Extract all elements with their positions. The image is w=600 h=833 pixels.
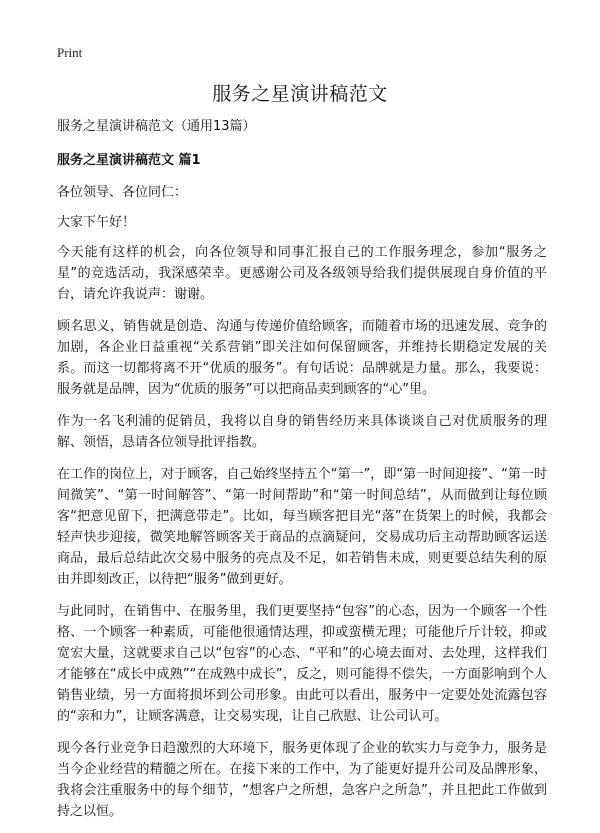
print-link[interactable]: Print: [57, 45, 83, 60]
body-paragraph: 顾名思义，销售就是创造、沟通与传递价值给顾客，而随着市场的迅速发展、竞争的加剧，各企业日益重视“关系营销”即关注如何保留顾客，并维持长期稳定发展的关系。而这一切都将离不开“优质的服务”。有句话说：品牌就是力量。那么，我要说：服务就是品牌，因为“优质的服务”可以把商品卖到顾客的“心”里。: [57, 319, 547, 397]
section-heading: 服务之星演讲稿范文 篇1: [57, 153, 201, 168]
body-paragraph: 与此同时，在销售中、在服务里，我们更要坚持“包容”的心态，因为一个顾客一个性格、一个顾客一种素质，可能他很通情达理，抑或蛮横无理；可能他斤斤计较，抑或宽宏大量，这就要求自己以“包容”的心态、“平和”的心境去面对、去处理，这样我们才能够在“成长中成熟”“在成熟中成长”，反之，则可能得不偿失，一方面影响到个人销售业绩，另一方面将损坏到公司形象。由此可以看出，服务中一定要处处流露包容的“亲和力”，让顾客满意，让交易实现，让自己欣慰、让公司认可。: [57, 604, 547, 724]
document-title: 服务之星演讲稿范文: [212, 83, 388, 105]
body-paragraph: 在工作的岗位上，对于顾客，自己始终坚持五个“第一”，即“第一时间迎接”、“第一时间微笑”、“第一时间解答”、“第一时间帮助”和“第一时间总结”，从而做到让每位顾客“把意见留下，把满意带走”。比如，每当顾客把目光“落”在货架上的时候，我都会轻声快步迎接，微笑地解答顾客关于商品的点滴疑问，交易成功后主动帮助顾客运送商品，最后总结此次交易中服务的亮点及不足，如若销售未成，则更要总结失利的原由并即刻改正，以待把“服务”做到更好。: [57, 467, 547, 587]
body-paragraph: 作为一名飞利浦的促销员，我将以自身的销售经历来具体谈谈自己对优质服务的理解、领悟，恳请各位领导批评指教。: [57, 414, 547, 450]
salutation-paragraph: 大家下午好！: [57, 215, 136, 230]
body-paragraph: 现今各行业竞争日趋激烈的大环境下，服务更体现了企业的软实力与竞争力，服务是当今企业经营的精髓之所在。在接下来的工作中，为了能更好提升公司及品牌形象，我将会注重服务中的每个细节，“想客户之所想，急客户之所急”，并且把此工作做到持之以恒。: [57, 741, 547, 819]
greeting-paragraph: 各位领导、各位同仁：: [57, 185, 188, 200]
body-paragraph: 今天能有这样的机会，向各位领导和同事汇报自己的工作服务理念，参加“服务之星”的竞选活动，我深感荣幸。更感谢公司及各级领导给我们提供展现自身价值的平台，请允许我说声：谢谢。: [57, 245, 547, 302]
document-body: [57, 117, 547, 833]
document-subtitle: 服务之星演讲稿范文（通用13篇）: [57, 119, 256, 134]
